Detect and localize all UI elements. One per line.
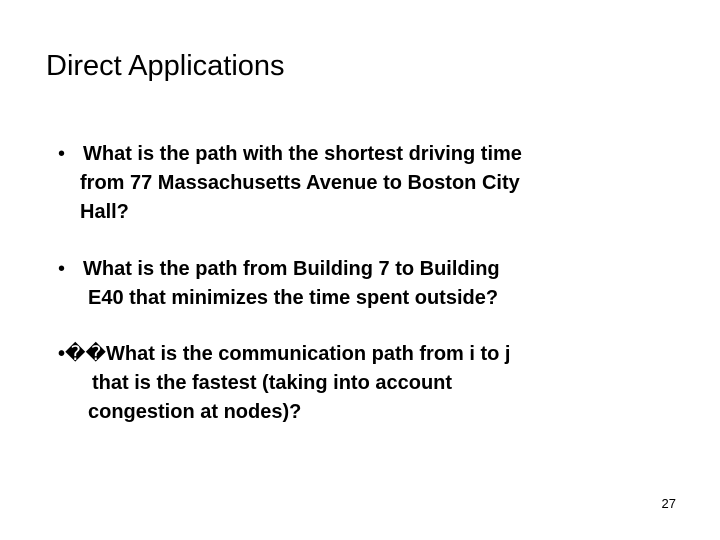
bullet-item-1 xyxy=(58,140,522,227)
replacement-glyph: �� xyxy=(65,343,107,365)
slide-title: Direct Applications xyxy=(46,50,285,82)
bullet-line xyxy=(58,340,510,369)
bullet-dot: • xyxy=(58,343,66,365)
bullet-text: What is the path from Building 7 to Building xyxy=(83,258,500,280)
bullet-dot: • xyxy=(58,143,66,165)
bullet-item-2 xyxy=(58,255,500,313)
bullet-dot: • xyxy=(58,258,66,280)
bullet-line: Hall? xyxy=(80,201,129,223)
bullet-item-3 xyxy=(58,340,510,427)
bullet-text: What is the path with the shortest driving time xyxy=(83,143,522,165)
bullet-line: from 77 Massachusetts Avenue to Boston City xyxy=(80,172,520,194)
bullet-line: that is the fastest (taking into account xyxy=(92,372,453,394)
bullet-text: What is the communication path from i to j xyxy=(106,343,511,365)
bullet-line xyxy=(58,255,500,284)
bullet-line xyxy=(58,140,522,169)
page-number: 27 xyxy=(661,496,676,511)
bullet-line: congestion at nodes)? xyxy=(88,401,302,423)
bullet-line: E40 that minimizes the time spent outside? xyxy=(88,287,499,309)
